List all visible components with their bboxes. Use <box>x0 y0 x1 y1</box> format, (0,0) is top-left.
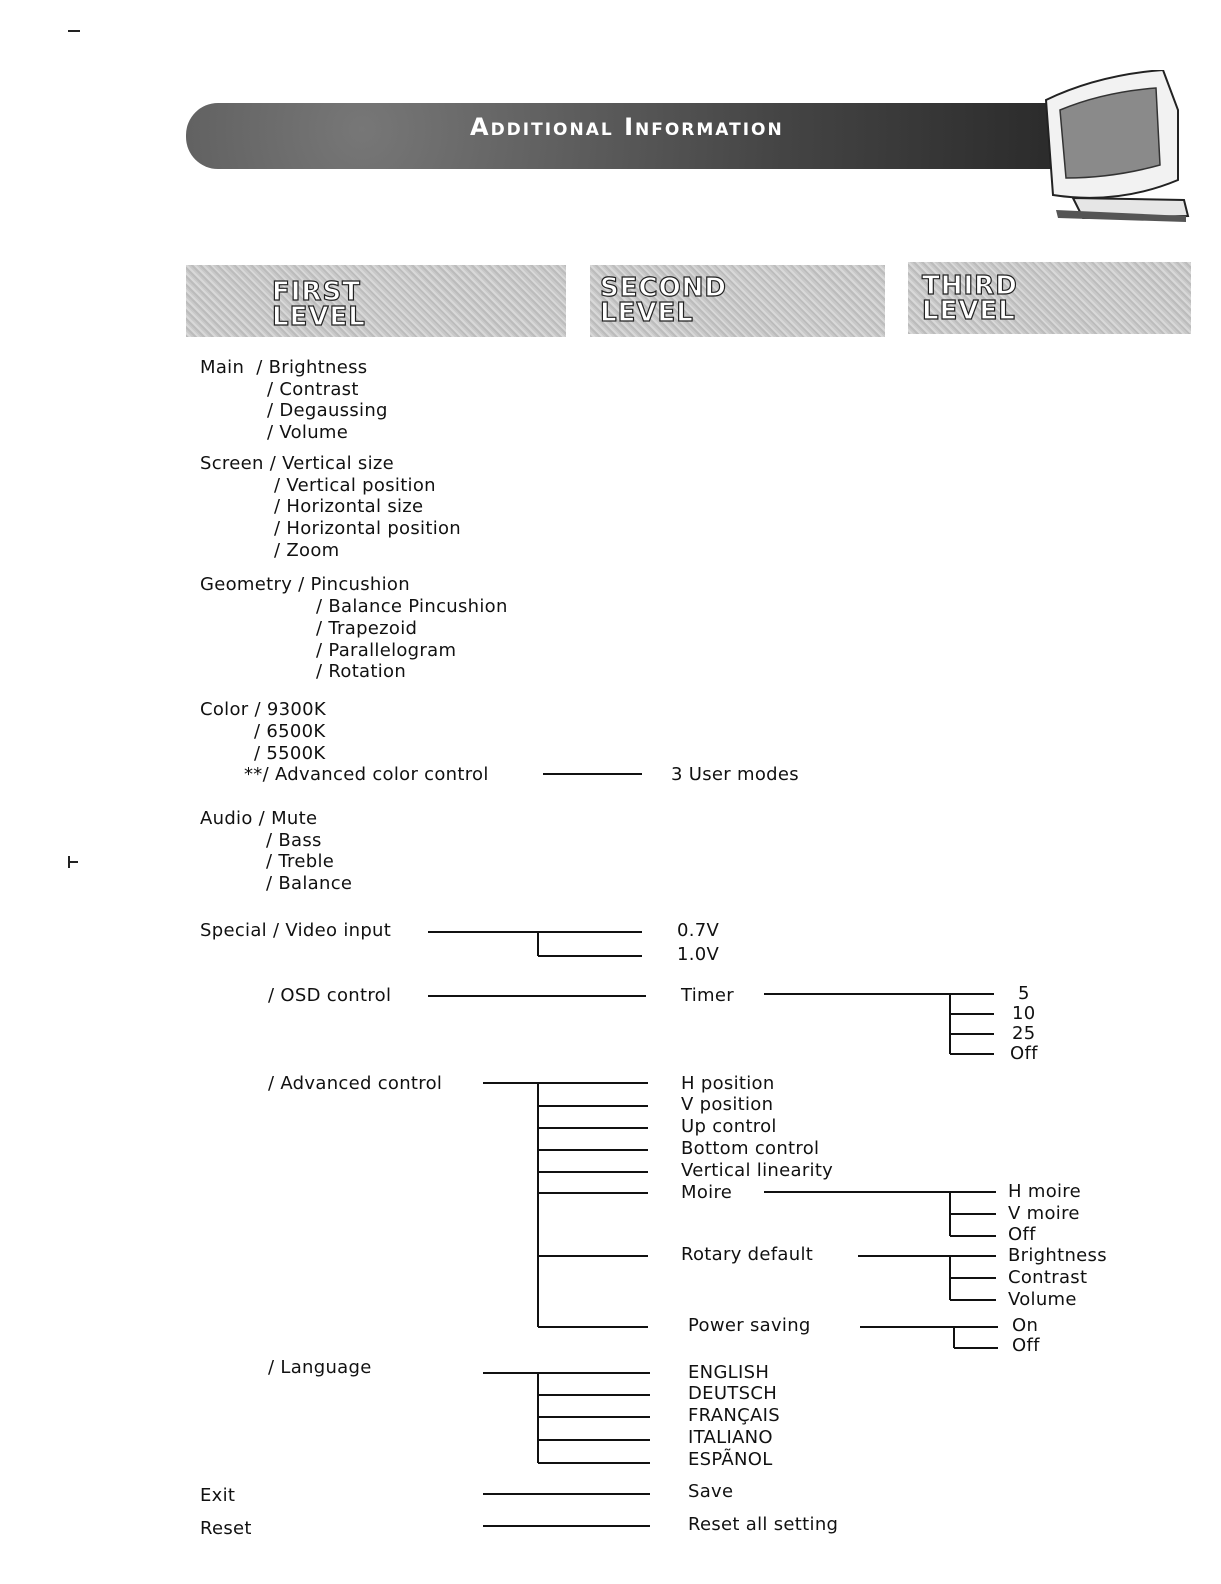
menu-item: / Horizontal position <box>274 518 462 539</box>
moire-option: H moire <box>1008 1181 1081 1202</box>
video-input-10: 1.0V <box>677 944 720 965</box>
menu-exit: Exit <box>200 1485 236 1506</box>
menu-item: / Contrast <box>267 379 359 400</box>
language-option: FRANÇAIS <box>688 1405 780 1426</box>
menu-item: / Degaussing <box>267 400 388 421</box>
osd-timer: Timer <box>681 985 734 1006</box>
advanced-item: Rotary default <box>681 1244 814 1265</box>
menu-item: / Vertical position <box>274 475 436 496</box>
timer-option: 25 <box>1012 1023 1036 1044</box>
advanced-item: Vertical linearity <box>681 1160 834 1181</box>
advanced-item: H position <box>681 1073 775 1094</box>
rotary-option: Volume <box>1008 1289 1077 1310</box>
menu-item: / Rotation <box>316 661 407 682</box>
menu-item: / Bass <box>266 830 322 851</box>
advanced-item: Moire <box>681 1182 733 1203</box>
language-option: ENGLISH <box>688 1362 770 1383</box>
menu-item: / 5500K <box>254 743 326 764</box>
menu-geometry: Geometry / Pincushion <box>200 574 410 595</box>
menu-item: / Balance <box>266 873 353 894</box>
video-input-07: 0.7V <box>677 920 720 941</box>
rotary-option: Contrast <box>1008 1267 1088 1288</box>
rotary-option: Brightness <box>1008 1245 1107 1266</box>
power-option: On <box>1012 1315 1039 1336</box>
user-modes: 3 User modes <box>671 764 799 785</box>
advanced-item: Up control <box>681 1116 777 1137</box>
advanced-item: Power saving <box>688 1315 811 1336</box>
menu-advanced-control: / Advanced control <box>268 1073 443 1094</box>
menu-item: / Zoom <box>274 540 340 561</box>
menu-screen: Screen / Vertical size <box>200 453 394 474</box>
first-level-label: FIRST LEVEL <box>272 277 366 332</box>
menu-item: **/ Advanced color control <box>244 764 489 785</box>
language-option: DEUTSCH <box>688 1383 778 1404</box>
exit-save: Save <box>688 1481 734 1502</box>
moire-option: Off <box>1008 1224 1036 1245</box>
third-level-label: THIRD LEVEL <box>922 271 1018 326</box>
reset-all-setting: Reset all setting <box>688 1514 839 1535</box>
language-option: ESPÃNOL <box>688 1449 773 1470</box>
menu-audio: Audio / Mute <box>200 808 318 829</box>
advanced-item: Bottom control <box>681 1138 820 1159</box>
menu-item: / Parallelogram <box>316 640 457 661</box>
menu-language: / Language <box>268 1357 372 1378</box>
menu-osd-control: / OSD control <box>268 985 392 1006</box>
language-option: ITALIANO <box>688 1427 773 1448</box>
menu-main: Main / Brightness <box>200 357 368 378</box>
timer-option: 5 <box>1018 983 1030 1004</box>
timer-option: Off <box>1010 1043 1038 1064</box>
menu-item: / Volume <box>267 422 349 443</box>
timer-option: 10 <box>1012 1003 1036 1024</box>
menu-item: / 6500K <box>254 721 326 742</box>
menu-item: / Balance Pincushion <box>316 596 508 617</box>
second-level-label: SECOND LEVEL <box>600 273 728 328</box>
moire-option: V moire <box>1008 1203 1080 1224</box>
menu-reset: Reset <box>200 1518 252 1539</box>
menu-color: Color / 9300K <box>200 699 327 720</box>
menu-special: Special / Video input <box>200 920 392 941</box>
page-title: Additional Information <box>470 113 784 141</box>
menu-item: / Horizontal size <box>274 496 424 517</box>
menu-item: / Treble <box>266 851 335 872</box>
power-option: Off <box>1012 1335 1040 1356</box>
menu-item: / Trapezoid <box>316 618 418 639</box>
advanced-item: V position <box>681 1094 774 1115</box>
